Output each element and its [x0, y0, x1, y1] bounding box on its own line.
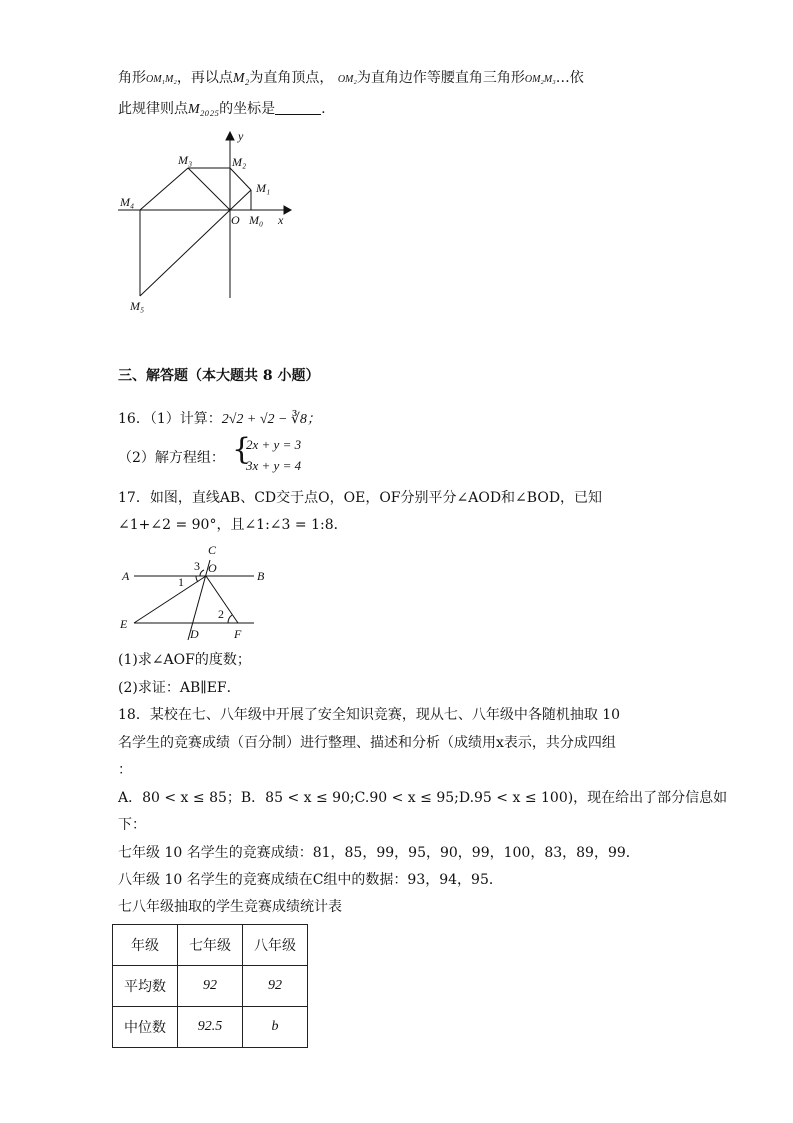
q18-line-4: A．80 < x ≤ 85；B．85 < x ≤ 90;C.90 < x ≤ 95;D.95 < x ≤ 100)，现在给出了部分信息如: [118, 790, 728, 806]
angle-figure: [118, 540, 278, 644]
label-A: A: [122, 569, 130, 583]
math: 2√2 + √2 − ∛8；: [221, 412, 321, 427]
math: OM₂M₃: [524, 74, 556, 85]
segment-OM5: [140, 210, 230, 296]
q18-line-2: 名学生的竞赛成绩（百分制）进行整理、描述和分析（成绩用x表示，共分成四组: [118, 735, 616, 751]
q18-line-6: 七年级 10 名学生的竞赛成绩：81，85，99，95，90，99，100，83，89，99．: [118, 845, 640, 861]
segment-M3M4: [140, 168, 188, 210]
label-D: D: [190, 627, 199, 641]
table-cell: 中位数: [113, 1007, 178, 1048]
table-row: [113, 1007, 308, 1048]
label-M5: M₅: [130, 299, 145, 313]
angle-2-arc: [228, 615, 232, 623]
math: M₂: [232, 71, 250, 86]
segment-OM3: [188, 168, 230, 210]
label-angle-2: 2: [218, 607, 224, 621]
q18-line-1: 18．某校在七、八年级中开展了安全知识竞赛，现从七、八年级中各随机抽取 10: [118, 707, 621, 723]
table-header-row: [113, 925, 308, 966]
math: M₂₀₂₅: [188, 102, 220, 117]
table-cell: 92: [178, 966, 243, 1007]
label-C: C: [208, 543, 217, 557]
label-M1: M₁: [256, 181, 271, 195]
stats-table: [112, 924, 308, 1048]
table-header: 年级: [113, 925, 178, 966]
q16-line-2: [118, 448, 225, 468]
label-x: x: [278, 213, 284, 227]
coordinate-figure: [118, 128, 298, 318]
table-cell: 平均数: [113, 966, 178, 1007]
text: 角形: [118, 70, 146, 86]
section-title: 三、解答题（本大题共 8 小题）: [118, 368, 320, 384]
q18-line-3: ：: [118, 762, 132, 778]
text: 的坐标是: [219, 101, 276, 117]
text: .: [321, 101, 326, 117]
label-angle-3: 3: [194, 559, 200, 573]
table-title: 七八年级抽取的学生竞赛成绩统计表: [118, 899, 342, 915]
text: 16．（1）计算：: [118, 411, 222, 427]
angle-1-arc: [196, 576, 198, 582]
equation-2: 3x + y = 4: [246, 458, 302, 473]
math: OM₁M₂: [146, 74, 177, 85]
label-E: E: [120, 617, 128, 631]
q16-line-1: [118, 409, 321, 430]
q17-part-1: (1)求∠AOF的度数；: [118, 652, 251, 668]
q18-line-7: 八年级 10 名学生的竞赛成绩在C组中的数据：93，94，95．: [118, 872, 503, 888]
text: ，再以点: [176, 70, 233, 86]
table-row: [113, 966, 308, 1007]
text: 为直角边作等腰直角三角形: [356, 70, 525, 86]
table-cell: 92.5: [178, 1007, 243, 1048]
table-cell: 92: [243, 966, 308, 1007]
label-M4: M₄: [120, 195, 135, 209]
label-y: y: [238, 129, 244, 143]
angle-3-arc: [200, 570, 204, 576]
x-axis-arrow: [284, 206, 291, 214]
segment-OE: [134, 576, 206, 623]
label-O: O: [208, 561, 217, 575]
q17-part-2: (2)求证：AB∥EF．: [118, 680, 241, 696]
equation-1: 2x + y = 3: [246, 437, 302, 452]
system-brace: {: [232, 432, 252, 467]
table-header: 七年级: [178, 925, 243, 966]
q17-line-2: ∠1+∠2 = 90°，且∠1:∠3 = 1:8．: [118, 517, 348, 533]
text: 为直角顶点，: [249, 70, 334, 86]
table-header: 八年级: [243, 925, 308, 966]
label-angle-1: 1: [178, 575, 184, 589]
text: 此规律则点: [118, 101, 188, 117]
label-F: F: [234, 627, 242, 641]
answer-blank: [275, 100, 321, 115]
table-cell: b: [243, 1007, 308, 1048]
segment-OM1: [230, 190, 251, 210]
text: …依: [555, 70, 584, 86]
label-M3: M₃: [178, 153, 193, 167]
q17-line-1: 17．如图，直线AB、CD交于点O，OE，OF分别平分∠AOD和∠BOD，已知: [118, 490, 603, 506]
label-M2: M₂: [232, 155, 247, 169]
intro-line-1: [118, 68, 584, 90]
label-B: B: [257, 569, 265, 583]
y-axis-arrow: [226, 132, 234, 140]
text: （2）解方程组：: [118, 450, 225, 466]
q18-line-5: 下：: [118, 817, 146, 833]
segment-M1M2: [230, 168, 251, 190]
label-M0: M₀: [249, 213, 264, 227]
label-O: O: [231, 213, 240, 227]
math: OM₂: [337, 74, 357, 85]
intro-line-2: [118, 99, 326, 120]
